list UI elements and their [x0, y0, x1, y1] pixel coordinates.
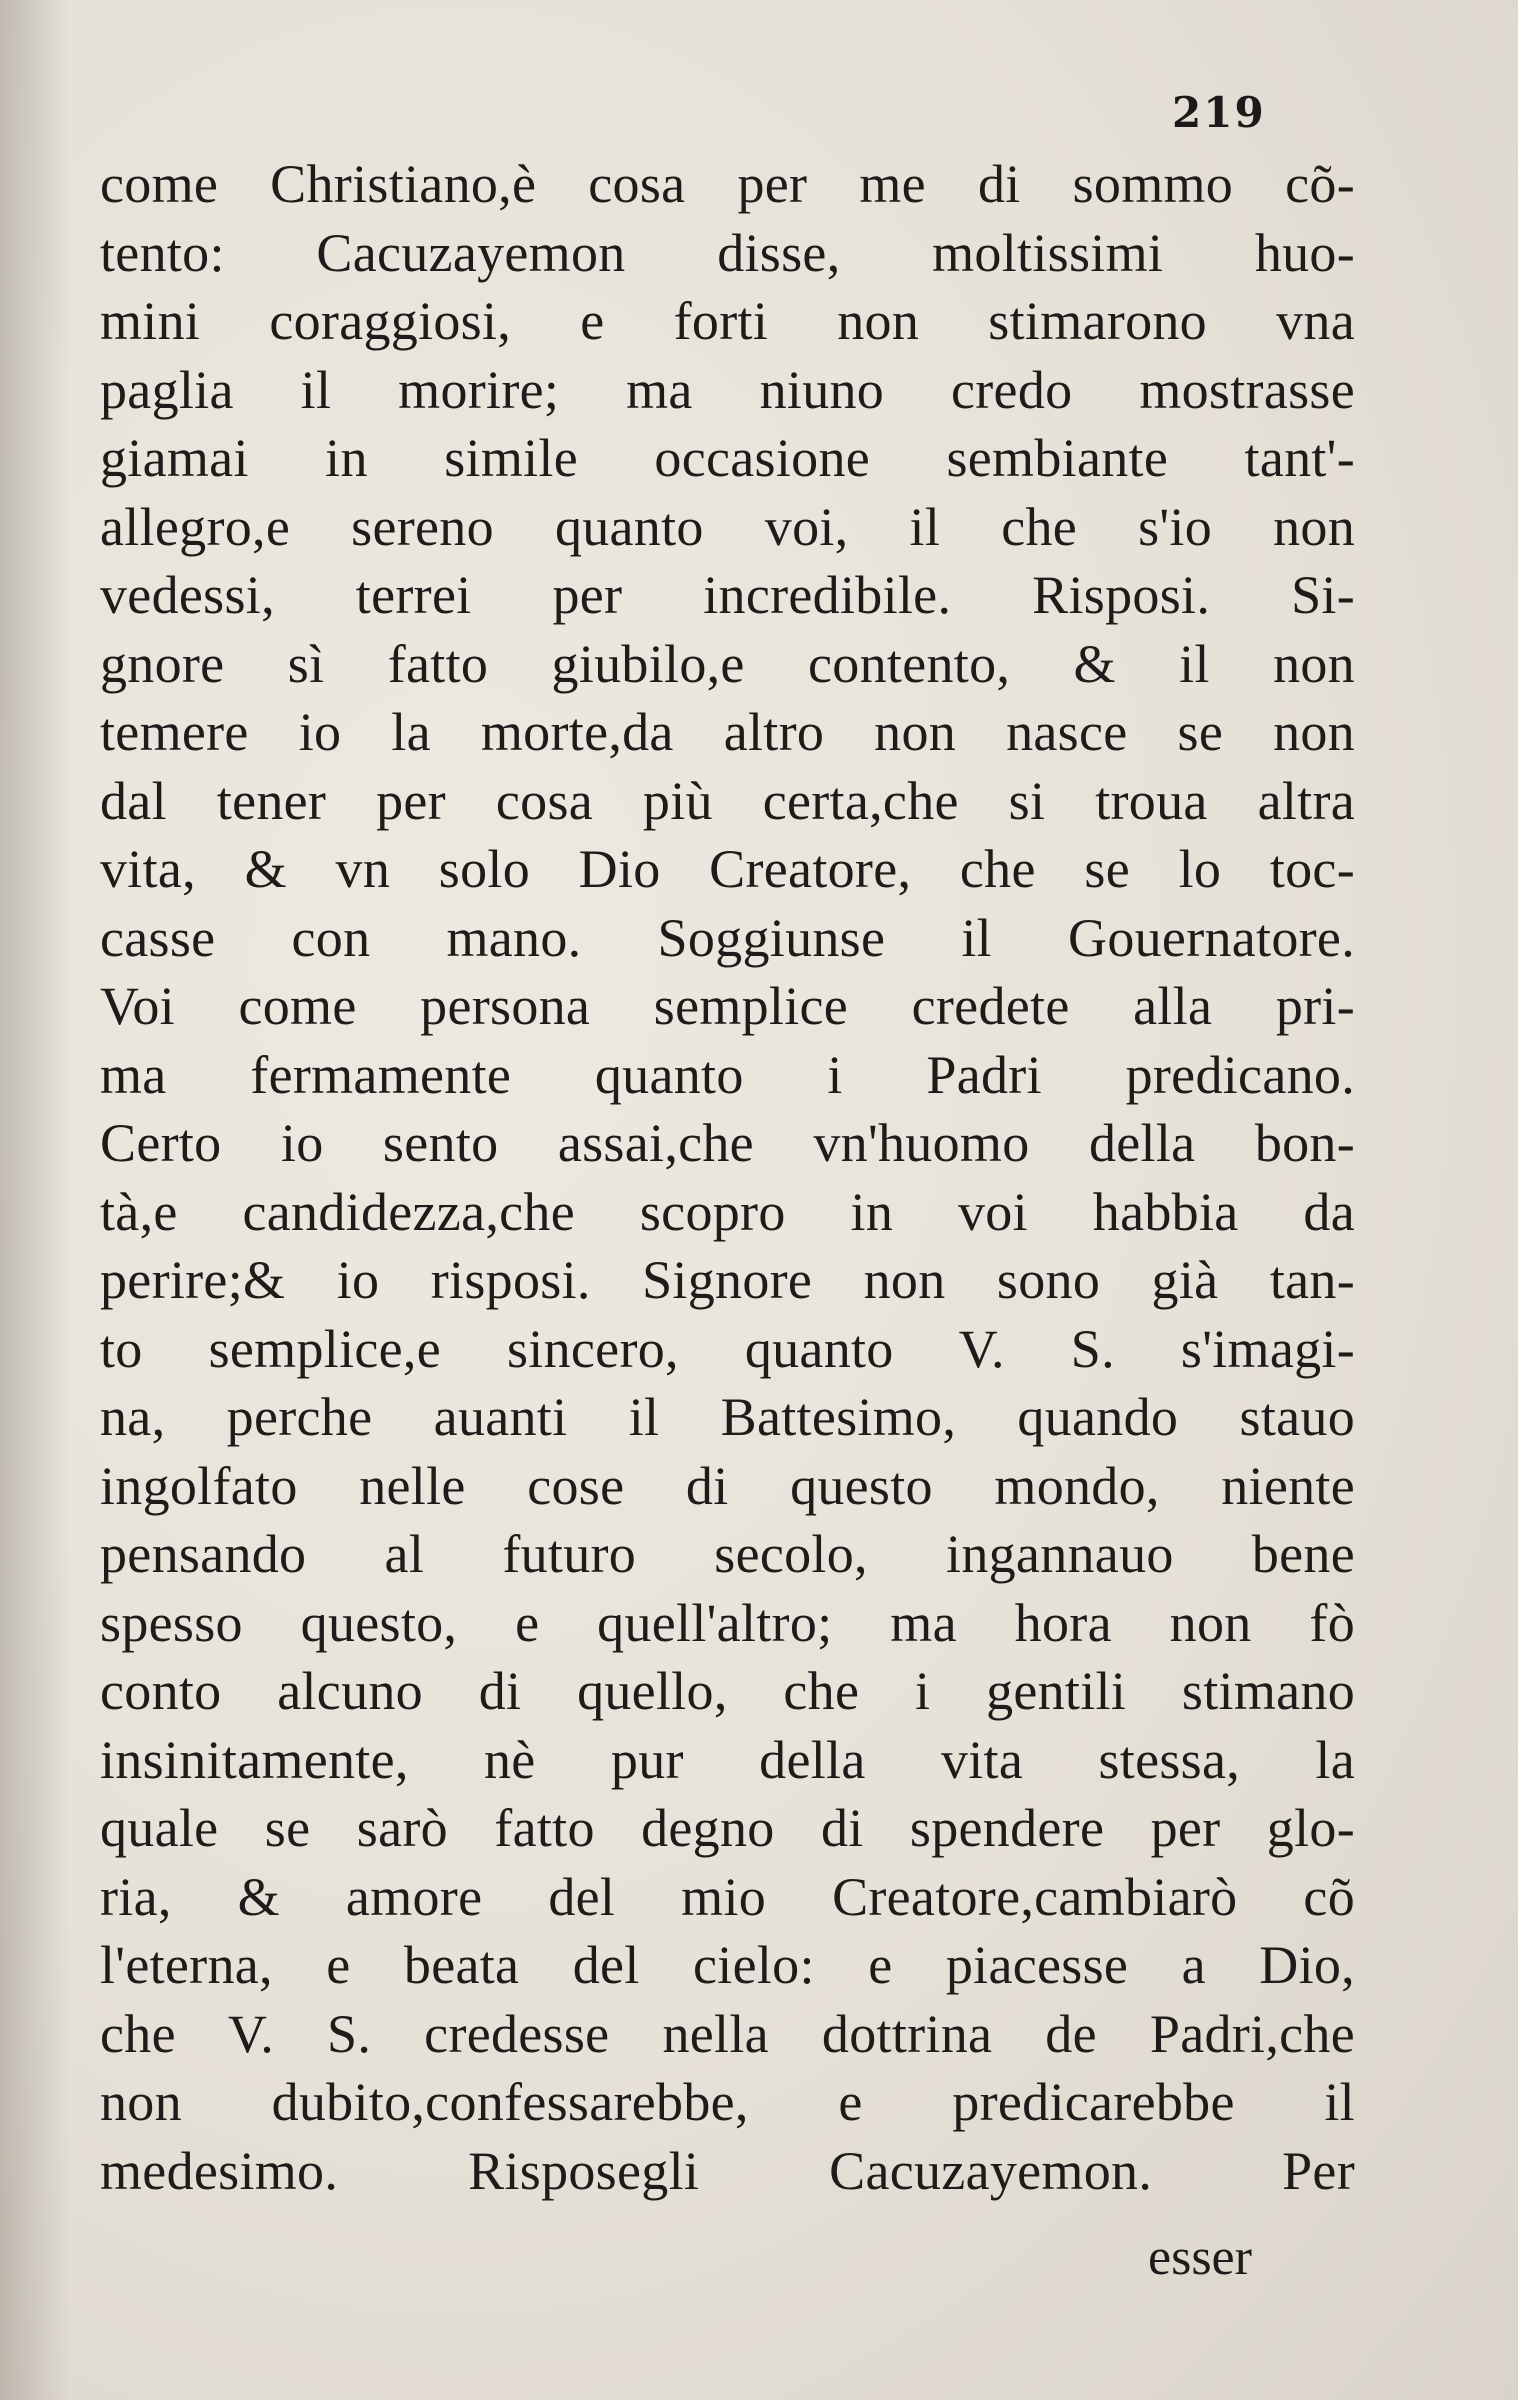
- catchword: esser: [1148, 2229, 1252, 2286]
- text-line: temere io la morte,da altro non nasce se non: [100, 702, 1355, 762]
- text-line: paglia il morire; ma niuno credo mostrasse: [100, 359, 1355, 420]
- text-line: to semplice,e sincero, quanto V. S. s'imagi-: [100, 1318, 1355, 1379]
- text-line: vita, & vn solo Dio Creatore, che se lo toc-: [100, 839, 1355, 899]
- text-line: come Christiano,è cosa per me di sommo cõ-: [100, 154, 1355, 214]
- text-line: na, perche auanti il Battesimo, quando stauo: [100, 1387, 1355, 1447]
- text-line: ma fermamente quanto i Padri predicano.: [100, 1044, 1355, 1105]
- text-line: tento: Cacuzayemon disse, moltissimi huo-: [100, 222, 1355, 283]
- text-line: giamai in simile occasione sembiante tant'-: [100, 428, 1355, 488]
- text-line: non dubito,confessarebbe, e predicarebbe il: [100, 2072, 1355, 2132]
- text-line: insinitamente, nè pur della vita stessa, la: [100, 1729, 1355, 1790]
- text-line: perire;& io risposi. Signore non sono già tan-: [100, 1250, 1355, 1310]
- text-line: vedessi, terrei per incredibile. Risposi. Si-: [100, 565, 1355, 625]
- text-line: ria, & amore del mio Creatore,cambiarò cõ: [100, 1866, 1355, 1927]
- text-line: conto alcuno di quello, che i gentili stimano: [100, 1661, 1355, 1721]
- text-line: tà,e candidezza,che scopro in voi habbia da: [100, 1181, 1355, 1242]
- text-line: Voi come persona semplice credete alla pri-: [100, 976, 1355, 1036]
- page-number: 219: [1172, 88, 1266, 137]
- text-line: allegro,e sereno quanto voi, il che s'io non: [100, 496, 1355, 557]
- text-line: Certo io sento assai,che vn'huomo della bon-: [100, 1113, 1355, 1173]
- text-line: ingolfato nelle cose di questo mondo, niente: [100, 1455, 1355, 1516]
- text-line: quale se sarò fatto degno di spendere per glo-: [100, 1798, 1355, 1858]
- text-line: spesso questo, e quell'altro; ma hora non fò: [100, 1592, 1355, 1653]
- text-line: casse con mano. Soggiunse il Gouernatore.: [100, 907, 1355, 968]
- binding-shadow: [0, 0, 70, 2400]
- text-line: che V. S. credesse nella dottrina de Padri,che: [100, 2003, 1355, 2064]
- text-line: mini coraggiosi, e forti non stimarono vna: [100, 291, 1355, 351]
- text-line: pensando al futuro secolo, ingannauo bene: [100, 1524, 1355, 1584]
- body-text: [100, 150, 1355, 2205]
- text-line: dal tener per cosa più certa,che si troua altra: [100, 770, 1355, 831]
- text-line: medesimo. Risposegli Cacuzayemon. Per: [100, 2140, 1355, 2201]
- text-line: gnore sì fatto giubilo,e contento, & il non: [100, 633, 1355, 694]
- text-line: l'eterna, e beata del cielo: e piacesse a Dio,: [100, 1935, 1355, 1995]
